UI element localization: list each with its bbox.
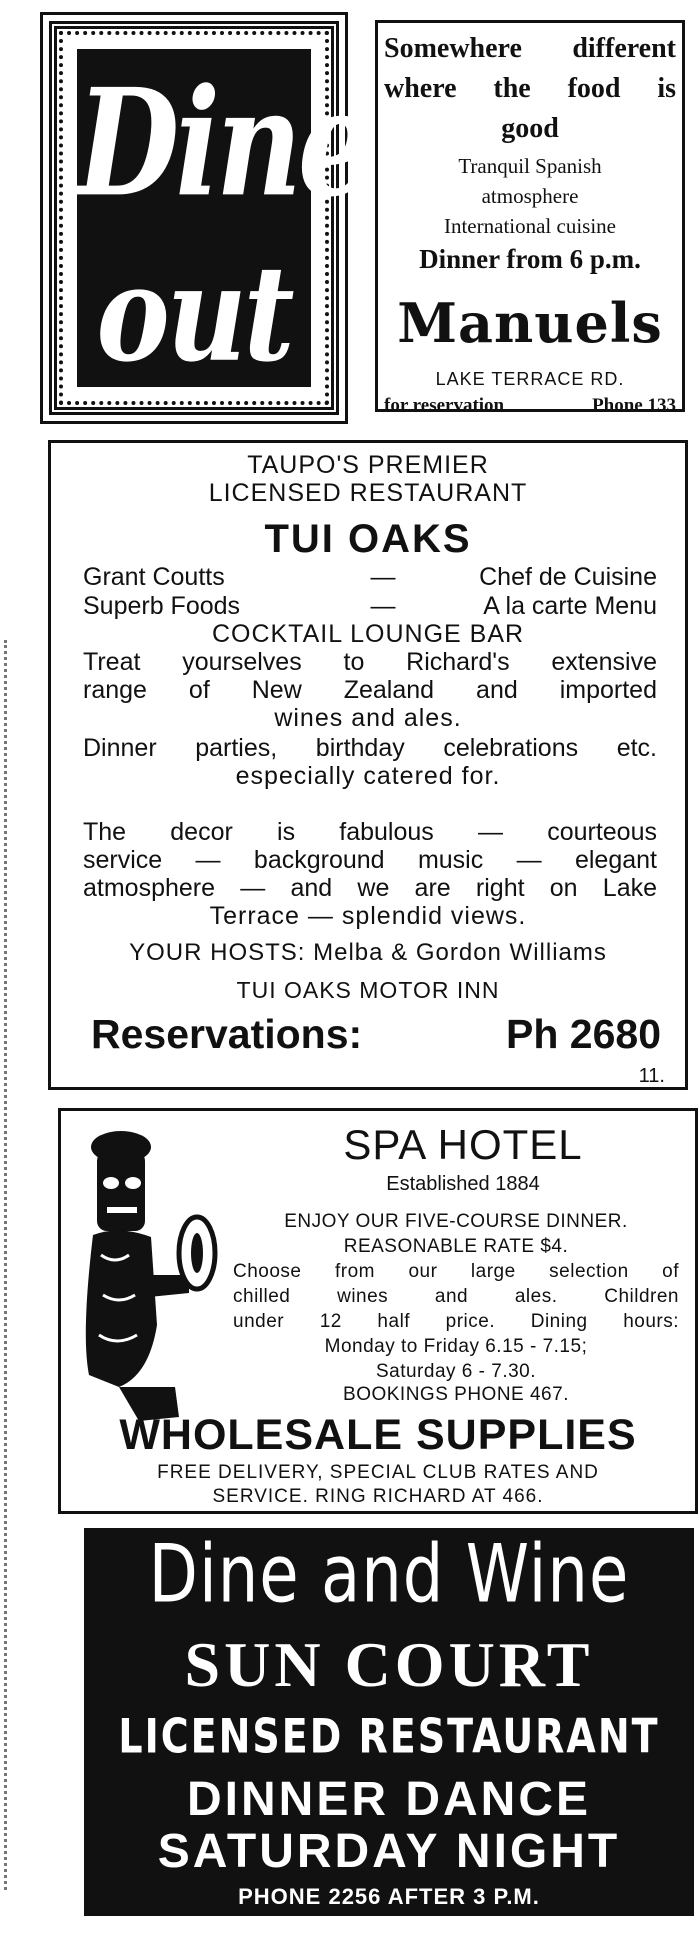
spa-hotel-title: SPA HOTEL <box>343 1121 583 1168</box>
out-word: out <box>96 236 292 391</box>
tui-oaks-title: TUI OAKS <box>264 517 472 561</box>
spa-established: Established 1884 <box>386 1173 540 1195</box>
sun-court-ad <box>84 1528 694 1916</box>
dine-and-wine: Dine and Wine <box>148 1528 630 1622</box>
tui-oaks-p3a: The decor is fabulous — courteous <box>83 818 657 846</box>
tui-oaks-bar: COCKTAIL LOUNGE BAR <box>211 620 525 648</box>
tiki-carving-illustration <box>79 1125 239 1425</box>
wholesale-line-2: SERVICE. RING RICHARD AT 466. <box>212 1486 544 1507</box>
spa-line-8: BOOKINGS PHONE 467. <box>343 1384 569 1405</box>
spa-line-4: chilled wines and ales. Children <box>233 1286 679 1307</box>
wholesale-line-1: FREE DELIVERY, SPECIAL CLUB RATES AND <box>157 1462 599 1483</box>
dine-out-ad <box>40 12 370 424</box>
tui-oaks-p1c: wines and ales. <box>274 704 462 732</box>
tui-oaks-line-2: LICENSED RESTAURANT <box>208 479 528 507</box>
licensed-restaurant: LICENSED RESTAURANT <box>118 1708 660 1764</box>
manuels-brand-logo: Manuels <box>397 291 663 355</box>
tui-oaks-inn: TUI OAKS MOTOR INN <box>236 977 500 1003</box>
manuels-footer <box>384 395 676 417</box>
manuels-sub-3: International cuisine <box>443 214 617 238</box>
chef-title: Chef de Cuisine <box>479 563 657 591</box>
tui-oaks-p3b: service — background music — elegant <box>83 846 657 874</box>
manuels-headline-2: where the food is <box>384 73 676 104</box>
chef-name: Grant Coutts <box>83 563 225 591</box>
manuels-address: LAKE TERRACE RD. <box>435 369 625 389</box>
dinner-dance: DINNER DANCE <box>186 1773 591 1826</box>
spa-line-1: ENJOY OUR FIVE-COURSE DINNER. <box>284 1211 628 1232</box>
manuels-dinner: Dinner from 6 p.m. <box>419 244 641 274</box>
spa-line-5: under 12 half price. Dining hours: <box>233 1311 679 1332</box>
ad-number: 11. <box>638 1065 665 1087</box>
margin-dotted-rule <box>4 640 14 1890</box>
tui-oaks-row-foods <box>83 592 657 621</box>
dash: — <box>370 592 396 620</box>
menu-label: A la carte Menu <box>483 592 657 620</box>
sun-court-phone: PHONE 2256 AFTER 3 P.M. <box>238 1884 540 1909</box>
manuels-reservation-label: for reservation <box>384 395 505 416</box>
manuels-sub-1: Tranquil Spanish <box>458 154 602 178</box>
manuels-headline-3: good <box>501 113 559 144</box>
dash: — <box>370 563 396 591</box>
dine-word: Dine <box>77 55 370 230</box>
tui-oaks-p2a: Dinner parties, birthday celebrations etc. <box>83 734 657 762</box>
tui-oaks-row-chef <box>83 563 657 592</box>
saturday-night: SATURDAY NIGHT <box>157 1825 621 1878</box>
manuels-ad <box>375 20 685 416</box>
tui-oaks-p1a: Treat yourselves to Richard's extensive <box>83 648 657 676</box>
sun-court-title: SUN COURT <box>184 1629 594 1700</box>
tui-oaks-p3d: Terrace — splendid views. <box>209 902 527 930</box>
tui-oaks-ad <box>48 440 688 1090</box>
dine-out-panel <box>77 49 370 391</box>
reservations-label: Reservations: <box>91 1011 363 1057</box>
manuels-sub-2: atmosphere <box>481 184 579 208</box>
spa-line-3: Choose from our large selection of <box>233 1261 679 1282</box>
spa-line-2: REASONABLE RATE $4. <box>343 1236 569 1257</box>
reservations-phone: Ph 2680 <box>506 1011 661 1057</box>
spa-hotel-ad <box>58 1108 698 1514</box>
manuels-headline-1: Somewhere different <box>384 33 676 64</box>
wholesale-heading: WHOLESALE SUPPLIES <box>119 1411 637 1459</box>
spa-line-6: Monday to Friday 6.15 - 7.15; <box>324 1336 588 1357</box>
tui-oaks-p3c: atmosphere — and we are right on Lake <box>83 874 657 902</box>
tui-oaks-p2b: especially catered for. <box>235 762 501 790</box>
foods-label: Superb Foods <box>83 592 241 620</box>
tui-oaks-p1b: range of New Zealand and imported <box>83 676 657 704</box>
spa-line-7: Saturday 6 - 7.30. <box>375 1361 537 1382</box>
tui-oaks-hosts: YOUR HOSTS: Melba & Gordon Williams <box>129 939 607 966</box>
manuels-phone: Phone 133 <box>592 395 676 416</box>
tui-oaks-reservations <box>91 1011 661 1058</box>
tui-oaks-line-1: TAUPO'S PREMIER <box>247 451 489 479</box>
